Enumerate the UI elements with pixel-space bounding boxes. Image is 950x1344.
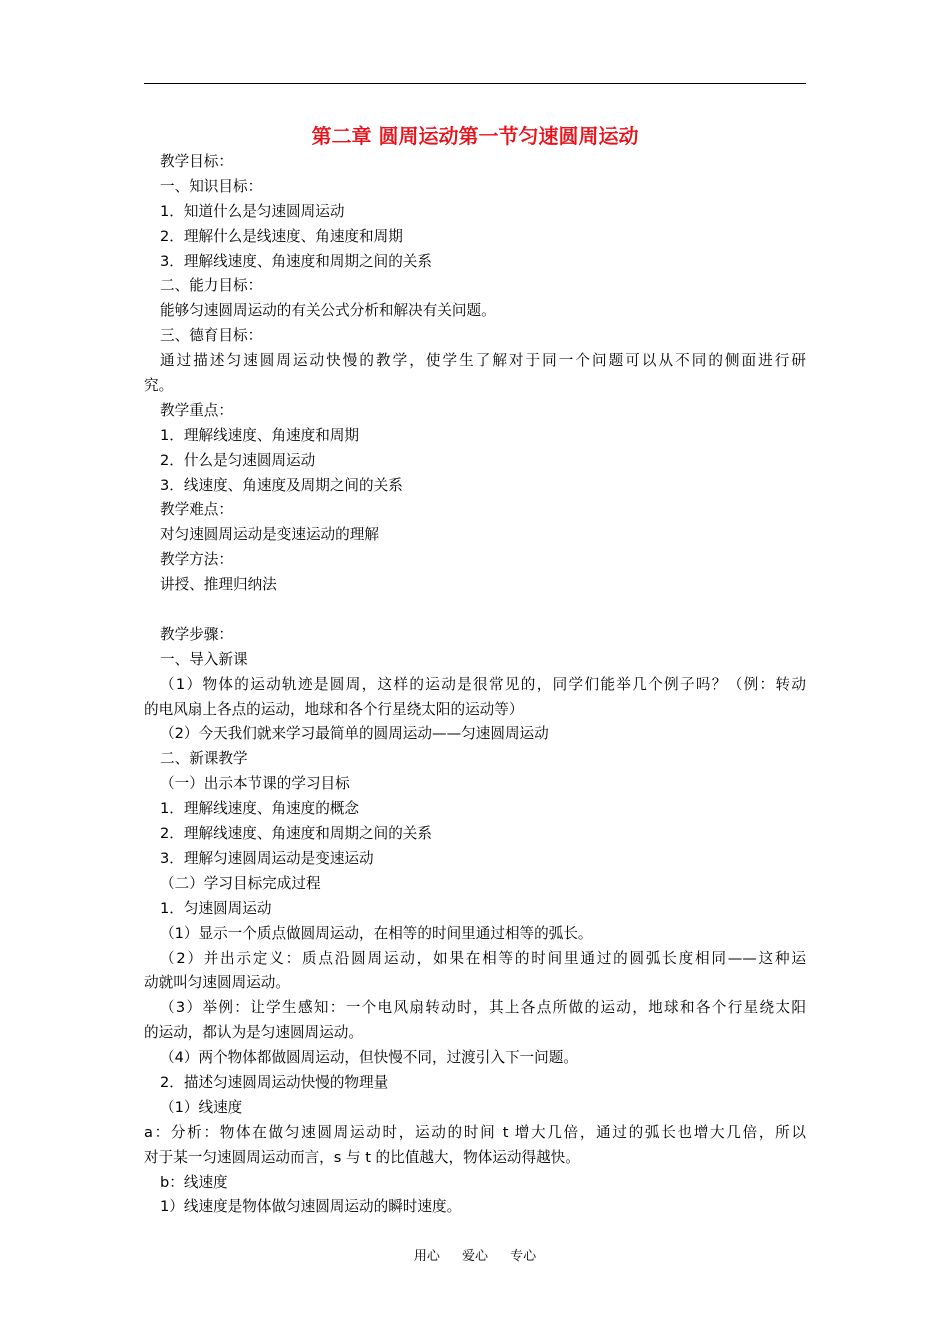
text-line: 的电风扇上各点的运动，地球和各个行星绕太阳的运动等） — [144, 700, 524, 718]
text-line: （4）两个物体都做圆周运动，但快慢不同，过渡引入下一问题。 — [160, 1049, 578, 1067]
text-line: （1）显示一个质点做圆周运动，在相等的时间里通过相等的弧长。 — [160, 924, 593, 942]
text-line: （2）今天我们就来学习最简单的圆周运动——匀速圆周运动 — [160, 725, 549, 743]
text-line: 教学步骤： — [160, 625, 233, 643]
text-line: 1．理解线速度、角速度和周期 — [160, 426, 360, 444]
page-title: 第二章 圆周运动第一节匀速圆周运动 — [311, 124, 639, 148]
text-line: 二、能力目标： — [160, 277, 263, 295]
text-line: 一、导入新课 — [160, 650, 248, 668]
text-line: 2．理解线速度、角速度和周期之间的关系 — [160, 825, 432, 843]
text-line: 1）线速度是物体做匀速圆周运动的瞬时速度。 — [160, 1198, 462, 1216]
text-line: 教学难点： — [160, 501, 233, 519]
text-line: （3）举例：让学生感知：一个电风扇转动时，其上各点所做的运动，地球和各个行星绕太阳 — [160, 999, 806, 1017]
text-line: 究。 — [144, 377, 174, 395]
text-line: 2．什么是匀速圆周运动 — [160, 451, 316, 469]
text-line: （二）学习目标完成过程 — [160, 874, 321, 892]
text-line: 通过描述匀速圆周运动快慢的教学，使学生了解对于同一个问题可以从不同的侧面进行研 — [160, 352, 806, 370]
document-body — [144, 150, 806, 1220]
text-line: 一、知识目标： — [160, 177, 263, 195]
text-line: 1．匀速圆周运动 — [160, 899, 272, 917]
text-line: 动就叫匀速圆周运动。 — [144, 974, 290, 992]
text-line: 2．理解什么是线速度、角速度和周期 — [160, 227, 403, 245]
text-line: 讲授、推理归纳法 — [160, 576, 277, 594]
text-line: 1．知道什么是匀速圆周运动 — [160, 202, 345, 220]
text-line: （1）物体的运动轨迹是圆周，这样的运动是很常见的，同学们能举几个例子吗？（例：转动 — [160, 675, 806, 693]
text-line: 对于某一匀速圆周运动而言，s 与 t 的比值越大，物体运动得越快。 — [144, 1148, 580, 1166]
text-line: 3．理解线速度、角速度和周期之间的关系 — [160, 252, 432, 270]
text-line: 能够匀速圆周运动的有关公式分析和解决有关问题。 — [160, 302, 496, 320]
text-line: 的运动，都认为是匀速圆周运动。 — [144, 1024, 363, 1042]
text-line: 3．理解匀速圆周运动是变速运动 — [160, 849, 374, 867]
text-line: （1）线速度 — [160, 1098, 243, 1116]
text-line: 1．理解线速度、角速度的概念 — [160, 800, 360, 818]
text-line: 教学方法： — [160, 551, 233, 569]
text-line: 对匀速圆周运动是变速运动的理解 — [160, 526, 379, 544]
page-footer: 用心 爱心 专心 — [413, 1249, 537, 1264]
text-line: 2．描述匀速圆周运动快慢的物理量 — [160, 1073, 389, 1091]
text-line: （一）出示本节课的学习目标 — [160, 775, 350, 793]
text-line: 教学重点： — [160, 401, 233, 419]
text-line: 3．线速度、角速度及周期之间的关系 — [160, 476, 403, 494]
text-line: a：分析：物体在做匀速圆周运动时，运动的时间 t 增大几倍，通过的弧长也增大几倍，所以 — [144, 1123, 806, 1141]
text-line: （2）并出示定义：质点沿圆周运动，如果在相等的时间里通过的圆弧长度相同——这种运 — [160, 949, 806, 967]
header-rule — [144, 83, 806, 84]
text-line: 三、德育目标： — [160, 327, 263, 345]
text-line: 教学目标： — [160, 153, 233, 170]
text-line: 二、新课教学 — [160, 750, 248, 768]
text-line: b：线速度 — [160, 1173, 228, 1191]
blank-line — [144, 598, 806, 623]
